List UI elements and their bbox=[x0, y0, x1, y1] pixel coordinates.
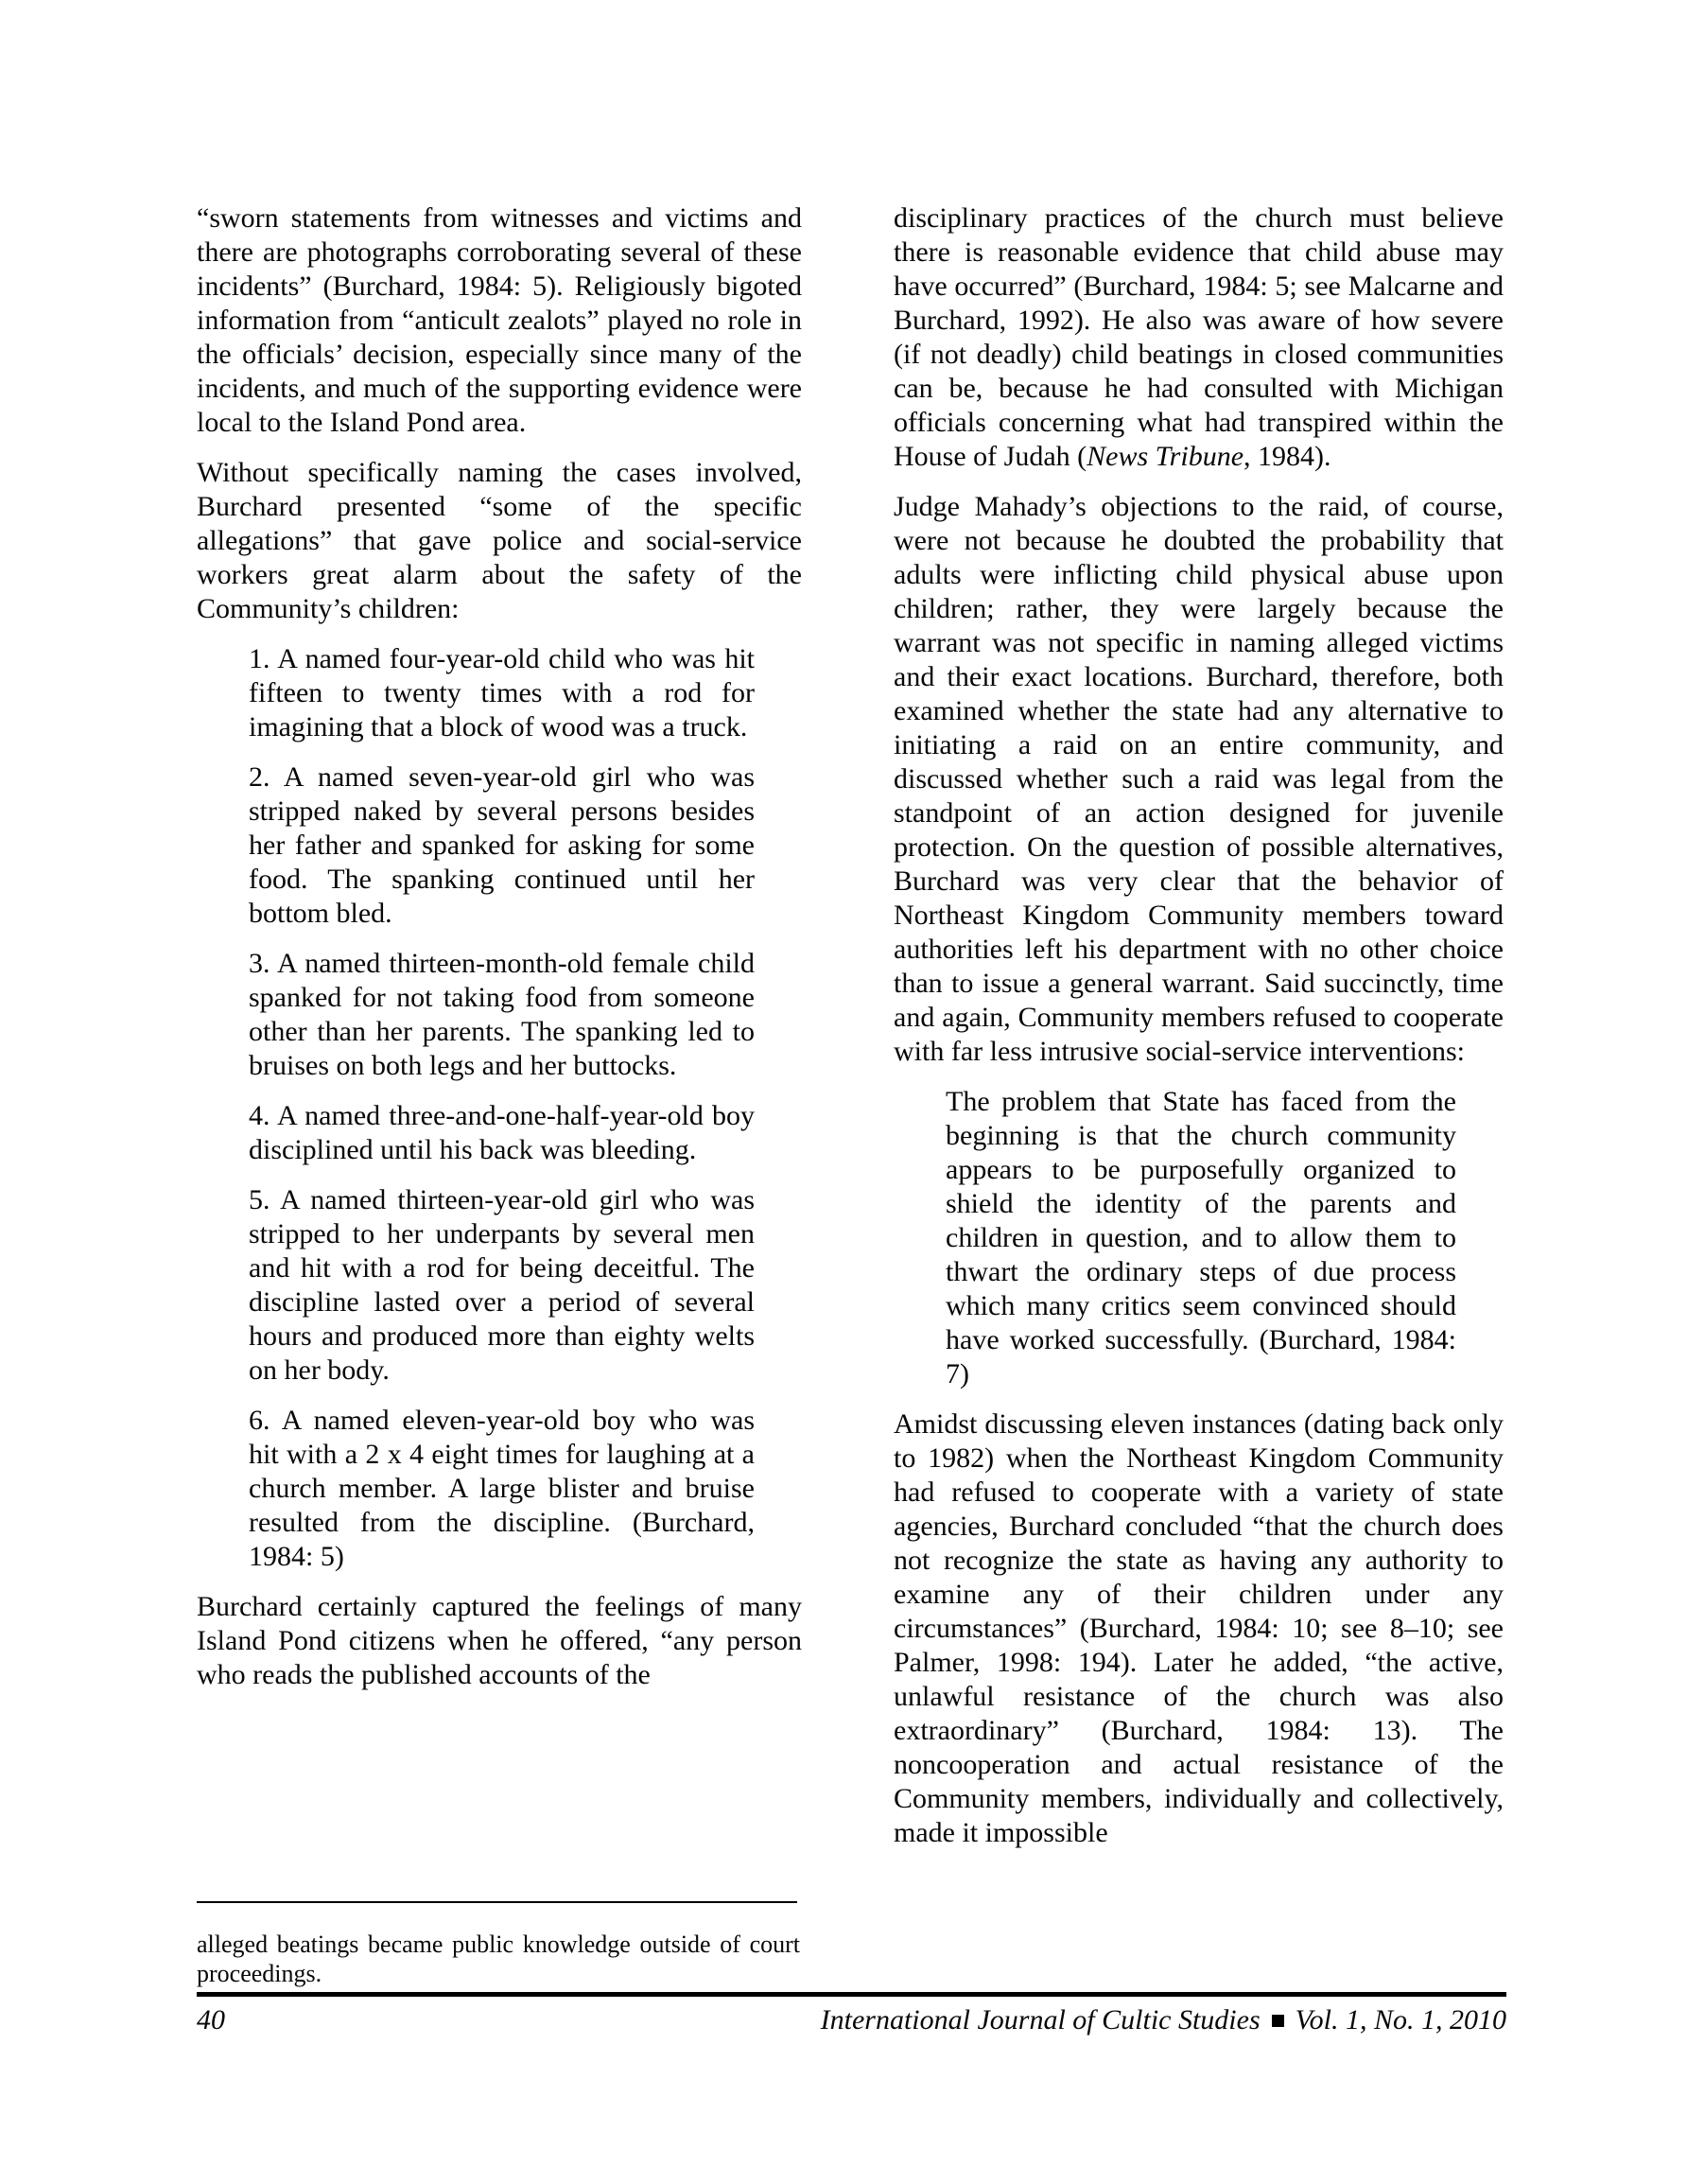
paragraph: Amidst discussing eleven instances (dating back only to 1982) when the Northeast Kingdom Community had refused to cooperate with a variety of state agencies, Burchard concluded “that the church does not recognize the state as having any authority to examine any of their children under any circumstances” (Burchard, 1984: 10; see 8–10; see Palmer, 1998: 194). Later he added, “the active, unlawful resistance of the church was also extraordinary” (Burchard, 1984: 13). The noncooperation and actual resistance of the Community members, individually and collectively, made it impossible bbox=[894, 1408, 1504, 1848]
footer-separator-square-icon bbox=[1272, 2015, 1284, 2027]
list-item: 5. A named thirteen-year-old girl who was stripped to her underpants by several men and hit with a rod for being deceitful. The discipline lasted over a period of several hours and produced more than eighty welts on her body. bbox=[249, 1184, 755, 1386]
right-column bbox=[894, 201, 1504, 1850]
paragraph: disciplinary practices of the church must believe there is reasonable evidence that child abuse may have occurred” (Burchard, 1984: 5; see Malcarne and Burchard, 1992). He also was aware of how severe (if not deadly) child beatings in closed communities can be, because he had consulted with Michigan officials concerning what had transpired within the House of Judah (News Tribune, 1984). bbox=[894, 202, 1504, 472]
page-footer bbox=[197, 2004, 1506, 2036]
block-quote: The problem that State has faced from the beginning is that the church community appears to be purposefully organized to shield the identity of the parents and children in question, and to allow them to thwart the ordinary steps of due process which many critics seem convinced should have worked successfully. (Burchard, 1984: 7) bbox=[946, 1086, 1456, 1389]
paragraph: “sworn statements from witnesses and victims and there are photographs corroborating several of these incidents” (Burchard, 1984: 5). Religiously bigoted information from “anticult zealots” played no role in the officials’ decision, especially since many of the incidents, and much of the supporting evidence were local to the Island Pond area. bbox=[197, 202, 802, 438]
list-item: 1. A named four-year-old child who was hit fifteen to twenty times with a rod for imagining that a block of wood was a truck. bbox=[249, 643, 755, 743]
footnote-separator-rule bbox=[197, 1901, 797, 1903]
paragraph: Judge Mahady’s objections to the raid, of course, were not because he doubted the probability that adults were inflicting child physical abuse upon children; rather, they were largely because the warrant was not specific in naming alleged victims and their exact locations. Burchard, therefore, both examined whether the state had any alternative to initiating a raid on an entire community, and discussed whether such a raid was legal from the standpoint of an action designed for juvenile protection. On the question of possible alternatives, Burchard was very clear that the behavior of Northeast Kingdom Community members toward authorities left his department with no other choice than to issue a general warrant. Said succinctly, time and again, Community members refused to cooperate with far less intrusive social-service interventions: bbox=[894, 491, 1504, 1067]
footnote-text: alleged beatings became public knowledge outside of court proceedings. bbox=[197, 1931, 800, 1987]
journal-title: International Journal of Cultic Studies bbox=[820, 2004, 1261, 2035]
page-number: 40 bbox=[197, 2004, 225, 2035]
list-item: 2. A named seven-year-old girl who was stripped naked by several persons besides her father and spanked for asking for some food. The spanking continued until her bottom bled. bbox=[249, 761, 755, 929]
footer-rule bbox=[197, 1992, 1506, 1997]
journal-footer bbox=[821, 2004, 1506, 2036]
list-item: 3. A named thirteen-month-old female child spanked for not taking food from someone other than her parents. The spanking led to bruises on both legs and her buttocks. bbox=[249, 948, 755, 1081]
volume-info: Vol. 1, No. 1, 2010 bbox=[1295, 2004, 1506, 2035]
paragraph: Burchard certainly captured the feelings of many Island Pond citizens when he offered, “any person who reads the published accounts of the bbox=[197, 1591, 802, 1690]
left-column bbox=[197, 201, 802, 1692]
list-item: 6. A named eleven-year-old boy who was hit with a 2 x 4 eight times for laughing at a church member. A large blister and bruise resulted from the discipline. (Burchard, 1984: 5) bbox=[249, 1405, 755, 1572]
paragraph: Without specifically naming the cases involved, Burchard presented “some of the specific allegations” that gave police and social-service workers great alarm about the safety of the Community’s children: bbox=[197, 457, 802, 624]
list-item: 4. A named three-and-one-half-year-old boy disciplined until his back was bleeding. bbox=[249, 1100, 755, 1165]
